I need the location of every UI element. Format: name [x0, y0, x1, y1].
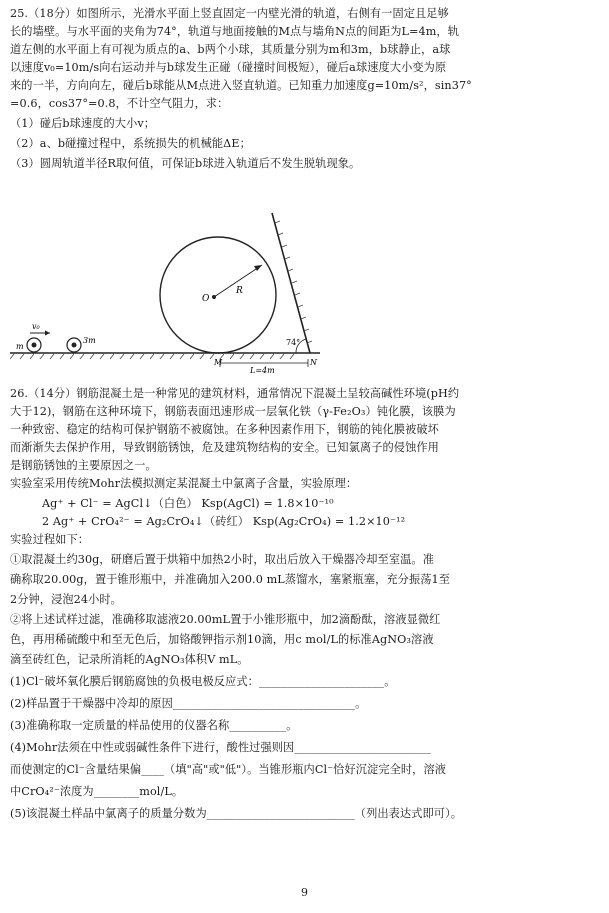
q25-line-2: 长的墙壁。与水平面的夹角为74°，轨道与地面接触的M点与墙角N点的间距为L=4m，轨: [10, 25, 459, 38]
circular-track: [160, 237, 276, 353]
q26-intro-6: 实验室采用传统Mohr法模拟测定某混凝土中氯离子含量，实验原理：: [10, 477, 358, 490]
q26-intro-1: 26.（14分）钢筋混凝土是一种常见的建筑材料，通常情况下混凝土呈较高碱性环境(pH约: [10, 387, 460, 400]
q25-sub-3: （3）圆周轨道半径R取何值，可保证b球进入轨道后不发生脱轨现象。: [10, 157, 361, 170]
q25-line-5: 来的一半，方向向左，碰后b球能从M点进入竖直轨道。已知重力加速度g=10m/s²，sin37°: [10, 79, 472, 92]
ball-b-mass: 3m: [83, 336, 96, 345]
equation-1: Ag⁺ + Cl⁻ = AgCl↓（白色） Ksp(AgCl) = 1.8×10⁻¹⁰: [42, 497, 334, 510]
wall-hatch: [275, 221, 312, 343]
q26-intro-2: 大于12)，钢筋在这种环境下，钢筋表面迅速形成一层氧化铁（γ-Fe₂O₃）钝化膜，该膜为: [10, 405, 456, 418]
point-n-label: N: [310, 358, 317, 367]
ball-a-mass: m: [16, 342, 24, 351]
q25-line-3: 道左侧的水平面上有可视为质点的a、b两个小球，其质量分别为m和3m，b球静止，a球: [10, 43, 451, 56]
q26-intro-5: 是钢筋锈蚀的主要原因之一。: [10, 459, 157, 472]
q26-intro-3: 一种致密、稳定的结构可保护钢筋不被腐蚀。在多种因素作用下，钢筋的钝化膜被破坏: [10, 423, 439, 436]
process-title: 实验过程如下：: [10, 533, 90, 546]
question-1: (1)Cl⁻破坏氧化膜后钢筋腐蚀的负极电极反应式：______________________。: [10, 675, 396, 688]
point-m-label: M: [214, 358, 223, 367]
center-label: O: [202, 294, 210, 304]
step-2b: 色，再用稀硫酸中和至无色后，加铬酸钾指示剂10滴，用c mol/L的标准AgNO₃溶液: [10, 633, 434, 646]
distance-label: L=4m: [250, 366, 275, 375]
question-5: (5)该混凝土样品中氯离子的质量分数为__________________________（列出表达式即可）。: [10, 807, 463, 820]
question-2: (2)样品置于干燥器中冷却的原因________________________________。: [10, 697, 367, 710]
track-figure: [10, 208, 330, 378]
ground-hatch: [10, 354, 294, 359]
q25-sub-2: （2）a、b碰撞过程中，系统损失的机械能ΔE；: [10, 137, 251, 150]
question-4c: 中CrO₄²⁻浓度为________mol/L。: [10, 785, 184, 798]
q25-line-1: 25.（18分）如图所示，光滑水平面上竖直固定一内壁光滑的轨道，右侧有一固定且足够: [10, 7, 449, 20]
radius-label: R: [236, 286, 243, 296]
velocity-label: v₀: [32, 322, 40, 331]
question-4b: 而使测定的Cl⁻含量结果偏____（填"高"或"低"）。当锥形瓶内Cl⁻恰好沉淀完全时，溶液: [10, 763, 447, 776]
equation-2: 2 Ag⁺ + CrO₄²⁻ = Ag₂CrO₄↓（砖红） Ksp(Ag₂CrO₄) = 1.2×10⁻¹²: [42, 515, 406, 528]
question-3: (3)准确称取一定质量的样品使用的仪器名称__________。: [10, 719, 298, 732]
question-4a: (4)Mohr法须在中性或弱碱性条件下进行，酸性过强则因________________________: [10, 741, 431, 754]
step-2c: 滴至砖红色，记录所消耗的AgNO₃体积V mL。: [10, 653, 249, 666]
step-1b: 确称取20.00g，置于锥形瓶中，并准确加入200.0 mL蒸馏水，塞紧瓶塞，充分振荡1至: [10, 573, 451, 586]
q25-sub-1: （1）碰后b球速度的大小v；: [10, 117, 156, 130]
angle-label: 74°: [286, 338, 301, 347]
step-1a: ①取混凝土约30g，研磨后置于烘箱中加热2小时，取出后放入干燥器冷却至室温。准: [10, 553, 434, 566]
q25-line-4: 以速度v₀=10m/s向右运动并与b球发生正碰（碰撞时间极短），碰后a球速度大小变为原: [10, 61, 447, 74]
page-number: 9: [301, 886, 308, 899]
wall-line: [272, 213, 310, 353]
step-2a: ②将上述试样过滤，准确移取滤液20.00mL置于小锥形瓶中，加2滴酚酞，溶液显微红: [10, 613, 441, 626]
step-1c: 2分钟，浸泡24小时。: [10, 593, 122, 606]
q26-intro-4: 而渐渐失去保护作用，导致钢筋锈蚀，危及建筑物结构的安全。已知氯离子的侵蚀作用: [10, 441, 439, 454]
q25-line-6: =0.6，cos37°=0.8，不计空气阻力，求：: [10, 97, 229, 110]
